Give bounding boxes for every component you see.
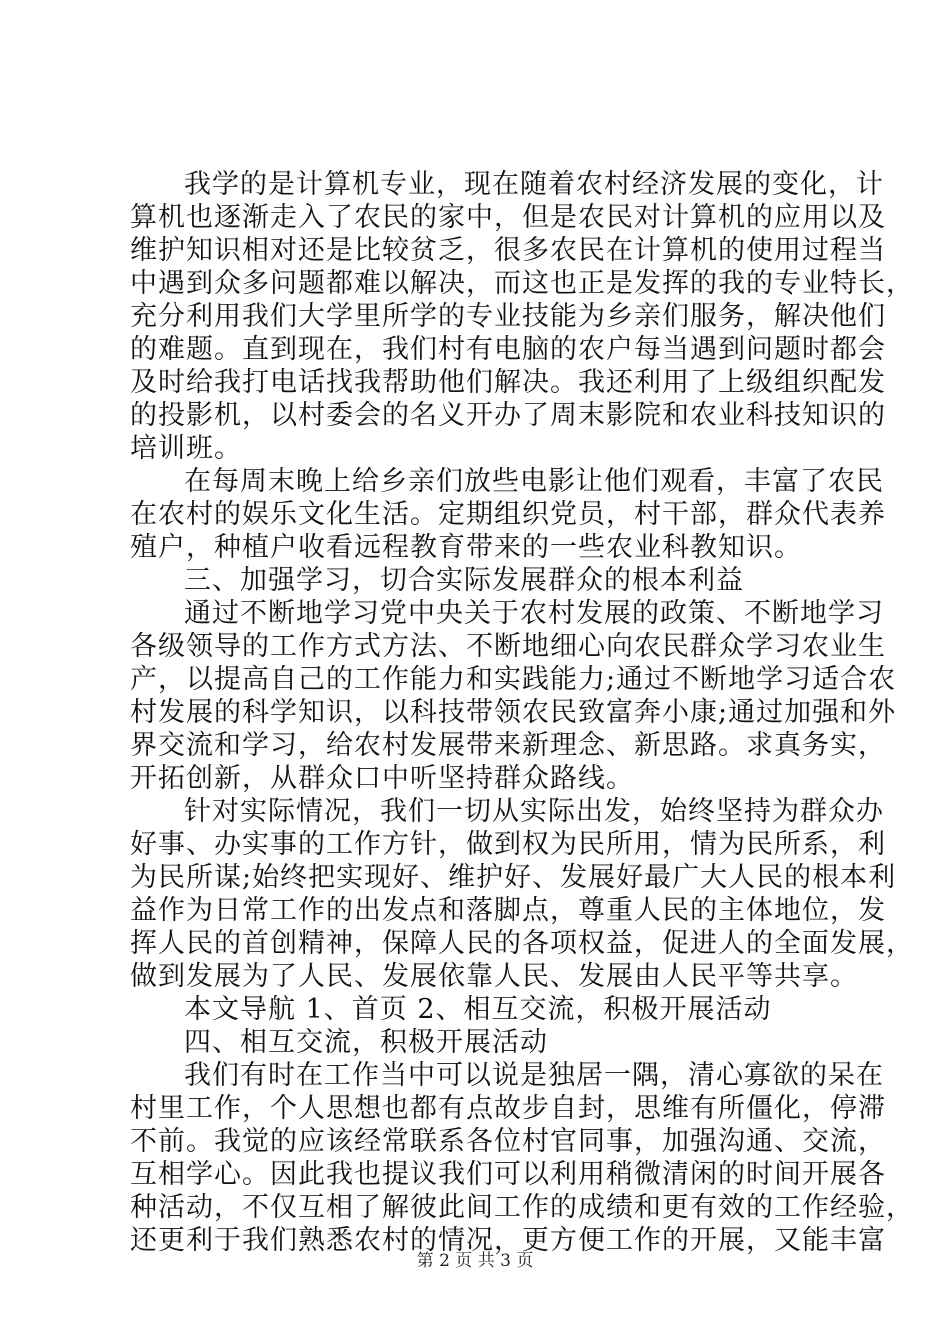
paragraph-line: 我们有时在工作当中可以说是独居一隅，清心寡欲的呆在 bbox=[184, 1060, 884, 1091]
paragraph-line: 开拓创新，从群众口中听坚持群众路线。 bbox=[130, 763, 634, 794]
paragraph-line: 中遇到众多问题都难以解决，而这也正是发挥的我的专业特长， bbox=[130, 268, 914, 299]
article-navigation: 本文导航 1、首页 2、相互交流，积极开展活动 bbox=[184, 994, 772, 1025]
paragraph-line: 还更利于我们熟悉农村的情况，更方便工作的开展，又能丰富 bbox=[130, 1225, 886, 1256]
paragraph-line: 的投影机，以村委会的名义开办了周末影院和农业科技知识的 bbox=[130, 400, 886, 431]
paragraph-line: 培训班。 bbox=[130, 433, 242, 464]
paragraph-line: 好事、办实事的工作方针，做到权为民所用，情为民所系，利 bbox=[130, 829, 886, 860]
paragraph-line: 维护知识相对还是比较贫乏，很多农民在计算机的使用过程当 bbox=[130, 235, 886, 266]
paragraph-line: 算机也逐渐走入了农民的家中，但是农民对计算机的应用以及 bbox=[130, 202, 886, 233]
paragraph-line: 产，以提高自己的工作能力和实践能力;通过不断地学习适合农 bbox=[130, 664, 897, 695]
paragraph-line: 针对实际情况，我们一切从实际出发，始终坚持为群众办 bbox=[184, 796, 884, 827]
paragraph-line: 为民所谋;始终把实现好、维护好、发展好最广大人民的根本利 bbox=[130, 862, 897, 893]
paragraph-line: 在农村的娱乐文化生活。定期组织党员，村干部，群众代表养 bbox=[130, 499, 886, 530]
paragraph-line: 我学的是计算机专业，现在随着农村经济发展的变化，计 bbox=[184, 169, 884, 200]
paragraph-line: 充分利用我们大学里所学的专业技能为乡亲们服务，解决他们 bbox=[130, 301, 886, 332]
paragraph-line: 村发展的科学知识，以科技带领农民致富奔小康;通过加强和外 bbox=[130, 697, 897, 728]
section-heading: 四、相互交流，积极开展活动 bbox=[184, 1027, 548, 1058]
paragraph-line: 挥人民的首创精神，保障人民的各项权益，促进人的全面发展， bbox=[130, 928, 914, 959]
paragraph-line: 及时给我打电话找我帮助他们解决。我还利用了上级组织配发 bbox=[130, 367, 886, 398]
paragraph-line: 做到发展为了人民、发展依靠人民、发展由人民平等共享。 bbox=[130, 961, 858, 992]
paragraph-line: 殖户，种植户收看远程教育带来的一些农业科教知识。 bbox=[130, 532, 802, 563]
document-body bbox=[130, 168, 914, 1257]
paragraph-line: 种活动，不仅互相了解彼此间工作的成绩和更有效的工作经验， bbox=[130, 1192, 914, 1223]
page-number-footer: 第 2 页 共 3 页 bbox=[416, 1251, 534, 1271]
paragraph-line: 村里工作，个人思想也都有点故步自封，思维有所僵化，停滞 bbox=[130, 1093, 886, 1124]
paragraph-line: 益作为日常工作的出发点和落脚点，尊重人民的主体地位，发 bbox=[130, 895, 886, 926]
paragraph-line: 界交流和学习，给农村发展带来新理念、新思路。求真务实， bbox=[130, 730, 886, 761]
paragraph-line: 各级领导的工作方式方法、不断地细心向农民群众学习农业生 bbox=[130, 631, 886, 662]
paragraph-line: 的难题。直到现在，我们村有电脑的农户每当遇到问题时都会 bbox=[130, 334, 886, 365]
paragraph-line: 通过不断地学习党中央关于农村发展的政策、不断地学习 bbox=[184, 598, 884, 629]
section-heading: 三、加强学习，切合实际发展群众的根本利益 bbox=[184, 565, 744, 596]
paragraph-line: 在每周末晚上给乡亲们放些电影让他们观看，丰富了农民 bbox=[184, 466, 884, 497]
paragraph-line: 不前。我觉的应该经常联系各位村官同事，加强沟通、交流， bbox=[130, 1126, 886, 1157]
paragraph-line: 互相学心。因此我也提议我们可以利用稍微清闲的时间开展各 bbox=[130, 1159, 886, 1190]
